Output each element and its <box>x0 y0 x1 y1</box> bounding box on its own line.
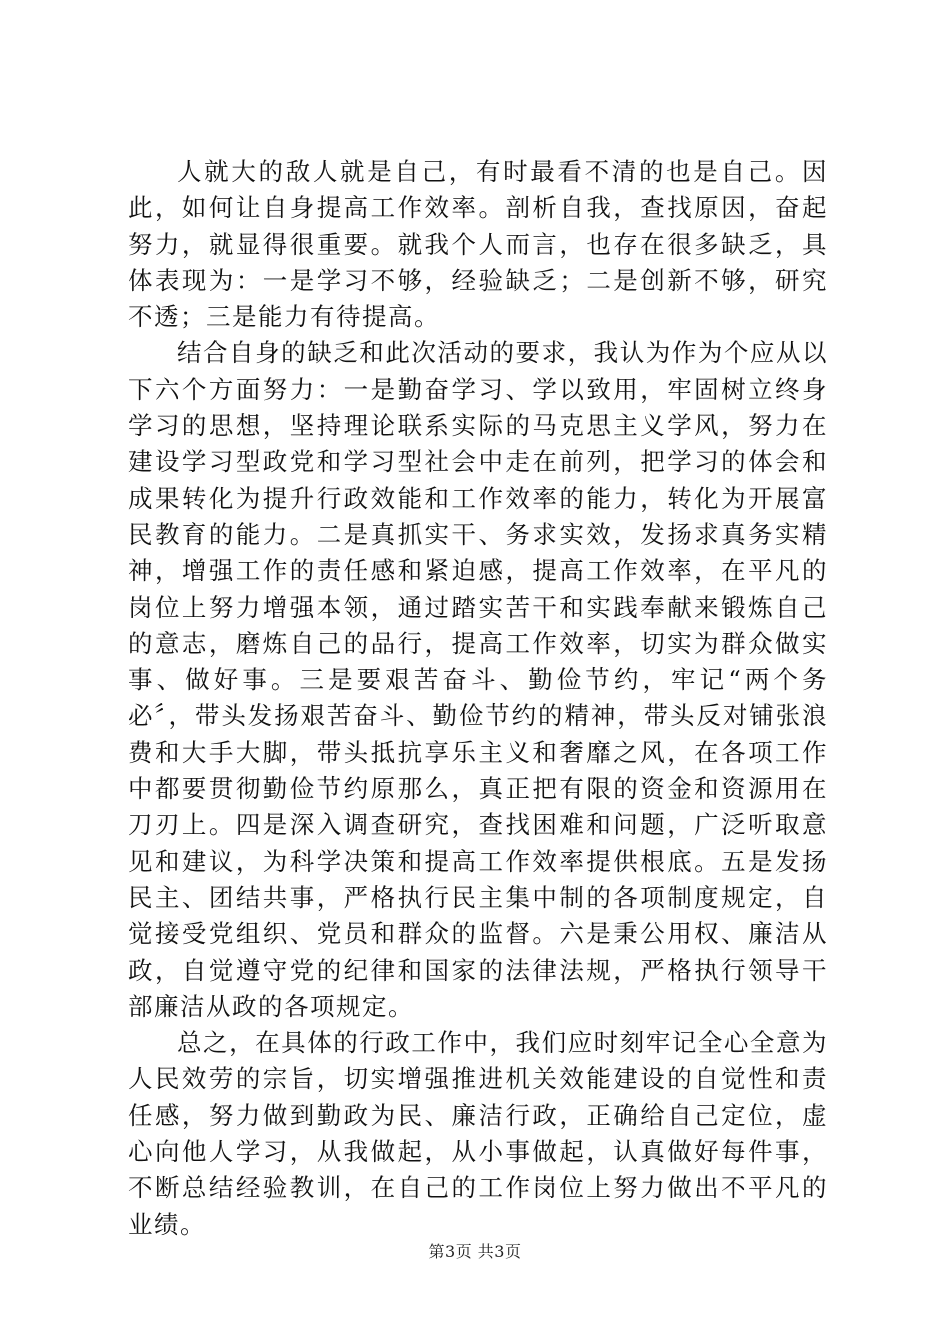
page-number-footer: 第3页 共3页 <box>428 1242 522 1261</box>
document-body <box>128 154 828 1243</box>
paragraph-conclusion: 总之，在具体的行政工作中，我们应时刻牢记全心全意为人民效劳的宗旨，切实增强推进机关效能建设的自觉性和责任感，努力做到勤政为民、廉洁行政，正确给自己定位，虚心向他人学习，从我做起，从小事做起，认真做好每件事，不断总结经验教训，在自己的工作岗位上努力做出不平凡的业绩。 <box>128 1028 828 1239</box>
paragraph-self-analysis: 人就大的敌人就是自己，有时最看不清的也是自己。因此，如何让自身提高工作效率。剖析自我，查找原因，奋起努力，就显得很重要。就我个人而言，也存在很多缺乏，具体表现为：一是学习不够，经验缺乏；二是创新不够，研究不透；三是能力有待提高。 <box>128 157 828 332</box>
paragraph-six-efforts: 结合自身的缺乏和此次活动的要求，我认为作为个应从以下六个方面努力：一是勤奋学习、学以致用，牢固树立终身学习的思想，坚持理论联系实际的马克思主义学风，努力在建设学习型政党和学习型社会中走在前列，把学习的体会和成果转化为提升行政效能和工作效率的能力，转化为开展富民教育的能力。二是真抓实干、务求实效，发扬求真务实精神，增强工作的责任感和紧迫感，提高工作效率，在平凡的岗位上努力增强本领，通过踏实苦干和实践奉献来锻炼自己的意志，磨炼自己的品行，提高工作效率，切实为群众做实事、做好事。三是要艰苦奋斗、勤俭节约，牢记“两个务必〞，带头发扬艰苦奋斗、勤俭节约的精神，带头反对铺张浪费和大手大脚，带头抵抗享乐主义和奢靡之风，在各项工作中都要贯彻勤俭节约原那么，真正把有限的资金和资源用在刀刃上。四是深入调查研究，查找困难和问题，广泛听取意见和建议，为科学决策和提高工作效率提供根底。五是发扬民主、团结共事，严格执行民主集中制的各项制度规定，自觉接受党组织、党员和群众的监督。六是秉公用权、廉洁从政，自觉遵守党的纪律和国家的法律法规，严格执行领导干部廉洁从政的各项规定。 <box>128 338 828 1021</box>
